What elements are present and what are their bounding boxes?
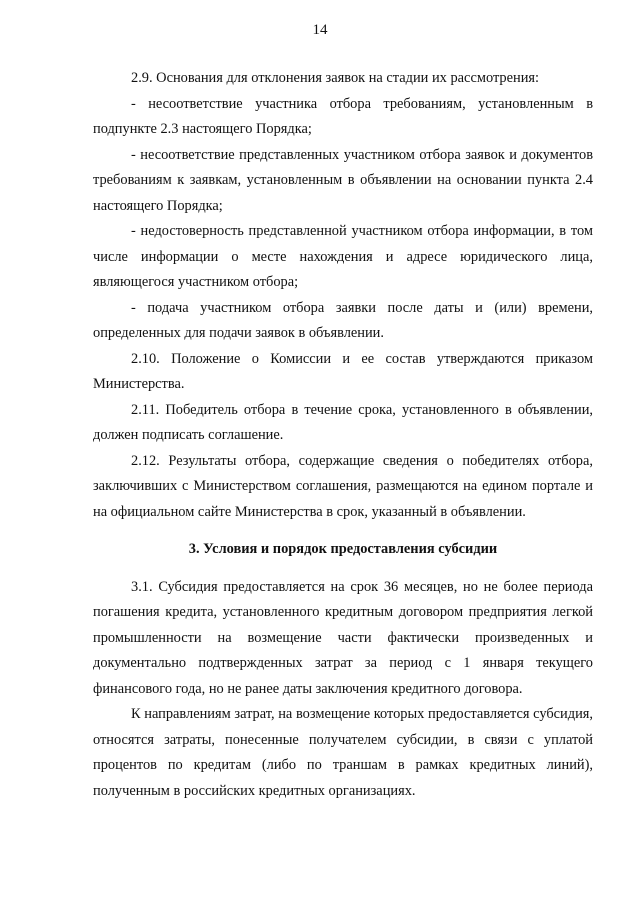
paragraph-2-12: 2.12. Результаты отбора, содержащие сведения о победителях отбора, заключивших с Министерством соглашения, размещаются на едином портале и на официальном сайте Министерства в срок, указанный в объявлении.	[93, 452, 593, 520]
paragraph-2-11: 2.11. Победитель отбора в течение срока, установленного в объявлении, должен подписать соглашение.	[93, 401, 593, 443]
paragraph-2-9: 2.9. Основания для отклонения заявок на стадии их рассмотрения:	[131, 70, 540, 86]
paragraph-3-1: 3.1. Субсидия предоставляется на срок 36 месяцев, но не более периода погашения кредита, установленного кредитным договором предприятия легкой промышленности на возмещение части фактически произведенных и документально подтвержденных затрат за период с 1 января текущего финансового года, но не ранее даты заключения кредитного договора.	[93, 578, 593, 697]
paragraph-2-10: 2.10. Положение о Комиссии и ее состав утверждаются приказом Министерства.	[93, 350, 593, 392]
paragraph-cost-directions: К направлениям затрат, на возмещение которых предоставляется субсидия, относятся затраты, понесенные получателем субсидии, в связи с уплатой процентов по кредитам (либо по траншам в рамках кредитных линий), полученным в российских кредитных организациях.	[93, 706, 593, 799]
document-body	[93, 66, 593, 804]
section-heading: 3. Условия и порядок предоставления субсидии	[188, 541, 498, 557]
page-number: 14	[312, 22, 328, 38]
list-item-late-submission: - подача участником отбора заявки после даты и (или) времени, определенных для подачи заявок в объявлении.	[93, 299, 593, 341]
list-item-requirements: - несоответствие участника отбора требованиям, установленным в подпункте 2.3 настоящего Порядка;	[93, 95, 593, 137]
list-item-documents: - несоответствие представленных участником отбора заявок и документов требованиям к заявкам, установленным в объявлении на основании пункта 2.4 настоящего Порядка;	[93, 146, 593, 214]
list-item-inaccuracy: - недостоверность представленной участником отбора информации, в том числе информации о месте нахождения и адресе юридического лица, являющегося участником отбора;	[93, 223, 593, 290]
